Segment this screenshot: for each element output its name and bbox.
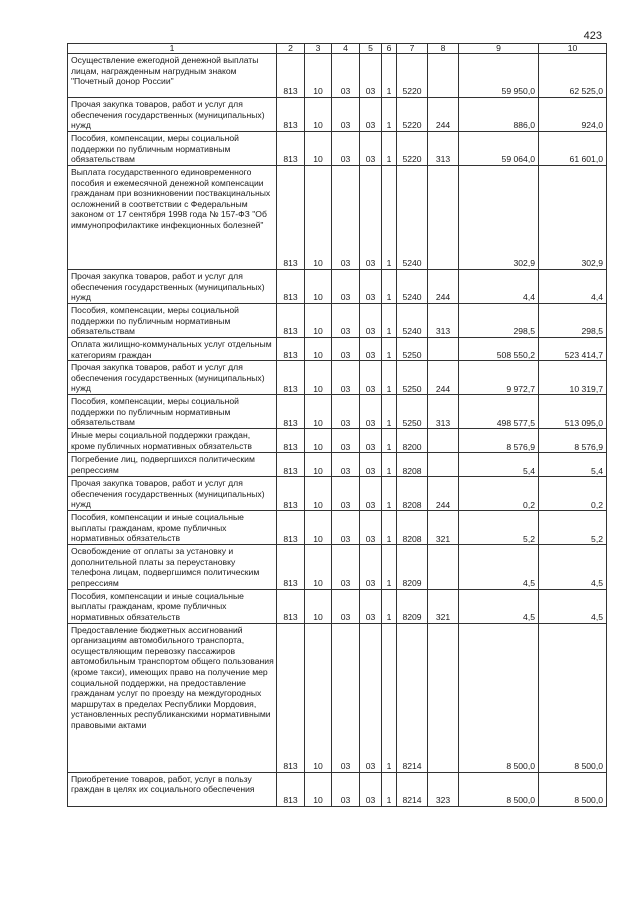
amount-cell: 8 576,9	[539, 429, 607, 453]
code-cell: 03	[360, 623, 382, 772]
code-cell: 8209	[397, 589, 428, 623]
row-description: Приобретение товаров, работ, услуг в пользу граждан в целях их социального обеспечения	[68, 772, 277, 806]
code-cell: 03	[332, 623, 360, 772]
row-description: Прочая закупка товаров, работ и услуг для обеспечения государственных (муниципальных) нужд	[68, 270, 277, 304]
header-cell: 7	[397, 44, 428, 54]
code-cell: 03	[332, 589, 360, 623]
code-cell: 313	[428, 132, 459, 166]
amount-cell: 4,5	[539, 589, 607, 623]
header-cell: 3	[305, 44, 332, 54]
code-cell: 1	[382, 589, 397, 623]
table-row	[68, 429, 607, 453]
amount-cell: 0,2	[459, 477, 539, 511]
amount-cell: 10 319,7	[539, 361, 607, 395]
row-description: Иные меры социальной поддержки граждан, кроме публичных нормативных обязательств	[68, 429, 277, 453]
code-cell	[428, 545, 459, 589]
amount-cell: 886,0	[459, 98, 539, 132]
code-cell: 03	[332, 429, 360, 453]
header-cell: 4	[332, 44, 360, 54]
table-row	[68, 166, 607, 270]
table-row	[68, 453, 607, 477]
amount-cell: 4,5	[459, 589, 539, 623]
code-cell: 1	[382, 453, 397, 477]
table-row	[68, 772, 607, 806]
amount-cell: 0,2	[539, 477, 607, 511]
code-cell: 03	[360, 304, 382, 338]
row-description: Погребение лиц, подвергшихся политическим репрессиям	[68, 453, 277, 477]
code-cell: 813	[277, 132, 305, 166]
code-cell: 03	[332, 511, 360, 545]
code-cell: 5240	[397, 270, 428, 304]
code-cell	[428, 623, 459, 772]
code-cell: 03	[332, 772, 360, 806]
row-description: Пособия, компенсации и иные социальные выплаты гражданам, кроме публичных нормативных обязательств	[68, 511, 277, 545]
code-cell: 8214	[397, 772, 428, 806]
header-cell: 9	[459, 44, 539, 54]
code-cell: 03	[332, 304, 360, 338]
code-cell: 1	[382, 166, 397, 270]
code-cell: 1	[382, 511, 397, 545]
amount-cell: 302,9	[539, 166, 607, 270]
code-cell: 03	[332, 338, 360, 361]
code-cell: 10	[305, 589, 332, 623]
code-cell: 03	[360, 270, 382, 304]
amount-cell: 8 500,0	[539, 623, 607, 772]
code-cell: 1	[382, 132, 397, 166]
amount-cell: 61 601,0	[539, 132, 607, 166]
code-cell: 10	[305, 361, 332, 395]
code-cell: 10	[305, 429, 332, 453]
amount-cell: 5,2	[539, 511, 607, 545]
code-cell: 813	[277, 511, 305, 545]
table-row	[68, 477, 607, 511]
amount-cell: 523 414,7	[539, 338, 607, 361]
code-cell: 10	[305, 545, 332, 589]
code-cell: 03	[332, 98, 360, 132]
code-cell: 813	[277, 395, 305, 429]
code-cell: 813	[277, 453, 305, 477]
code-cell: 10	[305, 98, 332, 132]
page-number: 423	[583, 30, 602, 42]
code-cell: 10	[305, 270, 332, 304]
amount-cell: 298,5	[459, 304, 539, 338]
code-cell: 244	[428, 270, 459, 304]
table-row	[68, 54, 607, 98]
row-description: Предоставление бюджетных ассигнований организациям автомобильного транспорта, осуществляющим перевозку пассажиров автомобильным транспортом общего пользования (кроме такси), имеющих право на получение мер социальной поддержки, на предоставление гражданам услуг по проезду на междугородных маршрутах в пределах Республики Мордовия, установленных республиканскими нормативными правовыми актами	[68, 623, 277, 772]
table-row	[68, 270, 607, 304]
table-row	[68, 589, 607, 623]
code-cell: 1	[382, 338, 397, 361]
table-row	[68, 338, 607, 361]
table-row	[68, 361, 607, 395]
code-cell: 8208	[397, 511, 428, 545]
code-cell: 1	[382, 304, 397, 338]
code-cell: 813	[277, 304, 305, 338]
code-cell: 813	[277, 270, 305, 304]
code-cell: 5220	[397, 132, 428, 166]
code-cell: 313	[428, 395, 459, 429]
header-cell: 8	[428, 44, 459, 54]
table-row	[68, 511, 607, 545]
code-cell: 03	[332, 453, 360, 477]
code-cell: 03	[360, 395, 382, 429]
code-cell: 03	[332, 477, 360, 511]
code-cell: 5240	[397, 304, 428, 338]
table-row	[68, 395, 607, 429]
code-cell: 10	[305, 304, 332, 338]
code-cell: 313	[428, 304, 459, 338]
code-cell: 5220	[397, 54, 428, 98]
row-description: Пособия, компенсации, меры социальной поддержки по публичным нормативным обязательствам	[68, 132, 277, 166]
code-cell: 1	[382, 361, 397, 395]
code-cell: 813	[277, 545, 305, 589]
code-cell: 5220	[397, 98, 428, 132]
code-cell: 03	[360, 338, 382, 361]
header-cell: 2	[277, 44, 305, 54]
code-cell	[428, 54, 459, 98]
row-description: Пособия, компенсации, меры социальной поддержки по публичным нормативным обязательствам	[68, 395, 277, 429]
code-cell: 5240	[397, 166, 428, 270]
code-cell: 03	[332, 361, 360, 395]
code-cell: 321	[428, 511, 459, 545]
code-cell: 1	[382, 395, 397, 429]
code-cell: 10	[305, 395, 332, 429]
header-cell: 6	[382, 44, 397, 54]
budget-table	[67, 43, 607, 807]
code-cell: 8214	[397, 623, 428, 772]
row-description: Пособия, компенсации, меры социальной поддержки по публичным нормативным обязательствам	[68, 304, 277, 338]
table-row	[68, 623, 607, 772]
code-cell: 813	[277, 166, 305, 270]
code-cell: 1	[382, 270, 397, 304]
code-cell: 5250	[397, 395, 428, 429]
code-cell: 03	[332, 166, 360, 270]
code-cell: 03	[360, 772, 382, 806]
code-cell: 10	[305, 132, 332, 166]
code-cell: 813	[277, 623, 305, 772]
code-cell	[428, 338, 459, 361]
code-cell: 813	[277, 98, 305, 132]
row-description: Осуществление ежегодной денежной выплаты лицам, награжденным нагрудным знаком "Почетный донор России"	[68, 54, 277, 98]
amount-cell: 5,2	[459, 511, 539, 545]
code-cell: 03	[332, 54, 360, 98]
code-cell: 03	[360, 511, 382, 545]
code-cell: 1	[382, 772, 397, 806]
header-cell: 10	[539, 44, 607, 54]
code-cell: 1	[382, 98, 397, 132]
header-row	[68, 44, 607, 54]
code-cell: 10	[305, 54, 332, 98]
code-cell: 1	[382, 54, 397, 98]
code-cell: 1	[382, 477, 397, 511]
code-cell: 8208	[397, 477, 428, 511]
code-cell: 5250	[397, 361, 428, 395]
code-cell: 10	[305, 772, 332, 806]
code-cell: 5250	[397, 338, 428, 361]
code-cell: 813	[277, 338, 305, 361]
row-description: Оплата жилищно-коммунальных услуг отдельным категориям граждан	[68, 338, 277, 361]
code-cell: 03	[360, 166, 382, 270]
header-cell: 5	[360, 44, 382, 54]
row-description: Прочая закупка товаров, работ и услуг для обеспечения государственных (муниципальных) нужд	[68, 477, 277, 511]
code-cell: 03	[360, 429, 382, 453]
amount-cell: 8 500,0	[459, 772, 539, 806]
table-row	[68, 545, 607, 589]
code-cell: 244	[428, 477, 459, 511]
code-cell	[428, 166, 459, 270]
code-cell: 813	[277, 477, 305, 511]
code-cell: 10	[305, 477, 332, 511]
amount-cell: 4,5	[459, 545, 539, 589]
amount-cell: 4,5	[539, 545, 607, 589]
amount-cell: 513 095,0	[539, 395, 607, 429]
code-cell: 03	[360, 361, 382, 395]
code-cell: 1	[382, 429, 397, 453]
amount-cell: 8 500,0	[539, 772, 607, 806]
code-cell: 10	[305, 338, 332, 361]
code-cell: 03	[332, 270, 360, 304]
code-cell: 03	[332, 395, 360, 429]
table-row	[68, 132, 607, 166]
code-cell: 244	[428, 98, 459, 132]
code-cell: 8200	[397, 429, 428, 453]
amount-cell: 498 577,5	[459, 395, 539, 429]
row-description: Освобождение от оплаты за установку и дополнительной платы за переустановку телефона лицам, подвергшимся политическим репрессиям	[68, 545, 277, 589]
code-cell: 03	[360, 132, 382, 166]
code-cell: 323	[428, 772, 459, 806]
code-cell: 03	[360, 453, 382, 477]
amount-cell: 508 550,2	[459, 338, 539, 361]
amount-cell: 59 064,0	[459, 132, 539, 166]
code-cell: 10	[305, 623, 332, 772]
code-cell: 813	[277, 589, 305, 623]
row-description: Прочая закупка товаров, работ и услуг для обеспечения государственных (муниципальных) нужд	[68, 98, 277, 132]
row-description: Выплата государственного единовременного пособия и ежемесячной денежной компенсации гражданам при возникновении поствакцинальных осложнений в соответствии с Федеральным законом от 17 сентября 1998 года № 157-ФЗ "Об иммунопрофилактике инфекционных болезней"	[68, 166, 277, 270]
code-cell: 03	[360, 54, 382, 98]
code-cell: 10	[305, 453, 332, 477]
code-cell: 03	[332, 132, 360, 166]
code-cell: 10	[305, 166, 332, 270]
amount-cell: 59 950,0	[459, 54, 539, 98]
code-cell: 03	[360, 589, 382, 623]
table-row	[68, 98, 607, 132]
code-cell: 813	[277, 772, 305, 806]
amount-cell: 5,4	[539, 453, 607, 477]
row-description: Прочая закупка товаров, работ и услуг для обеспечения государственных (муниципальных) нужд	[68, 361, 277, 395]
code-cell	[428, 429, 459, 453]
amount-cell: 8 500,0	[459, 623, 539, 772]
code-cell: 8209	[397, 545, 428, 589]
code-cell: 813	[277, 361, 305, 395]
amount-cell: 9 972,7	[459, 361, 539, 395]
code-cell: 03	[360, 545, 382, 589]
code-cell: 03	[332, 545, 360, 589]
amount-cell: 5,4	[459, 453, 539, 477]
header-cell: 1	[68, 44, 277, 54]
code-cell: 321	[428, 589, 459, 623]
code-cell: 03	[360, 98, 382, 132]
code-cell: 813	[277, 429, 305, 453]
amount-cell: 4,4	[539, 270, 607, 304]
amount-cell: 8 576,9	[459, 429, 539, 453]
code-cell: 03	[360, 477, 382, 511]
table-body	[68, 54, 607, 807]
amount-cell: 4,4	[459, 270, 539, 304]
amount-cell: 62 525,0	[539, 54, 607, 98]
code-cell: 1	[382, 623, 397, 772]
amount-cell: 302,9	[459, 166, 539, 270]
amount-cell: 924,0	[539, 98, 607, 132]
code-cell: 244	[428, 361, 459, 395]
code-cell: 10	[305, 511, 332, 545]
code-cell	[428, 453, 459, 477]
code-cell: 813	[277, 54, 305, 98]
amount-cell: 298,5	[539, 304, 607, 338]
code-cell: 8208	[397, 453, 428, 477]
table-row	[68, 304, 607, 338]
row-description: Пособия, компенсации и иные социальные выплаты гражданам, кроме публичных нормативных обязательств	[68, 589, 277, 623]
code-cell: 1	[382, 545, 397, 589]
